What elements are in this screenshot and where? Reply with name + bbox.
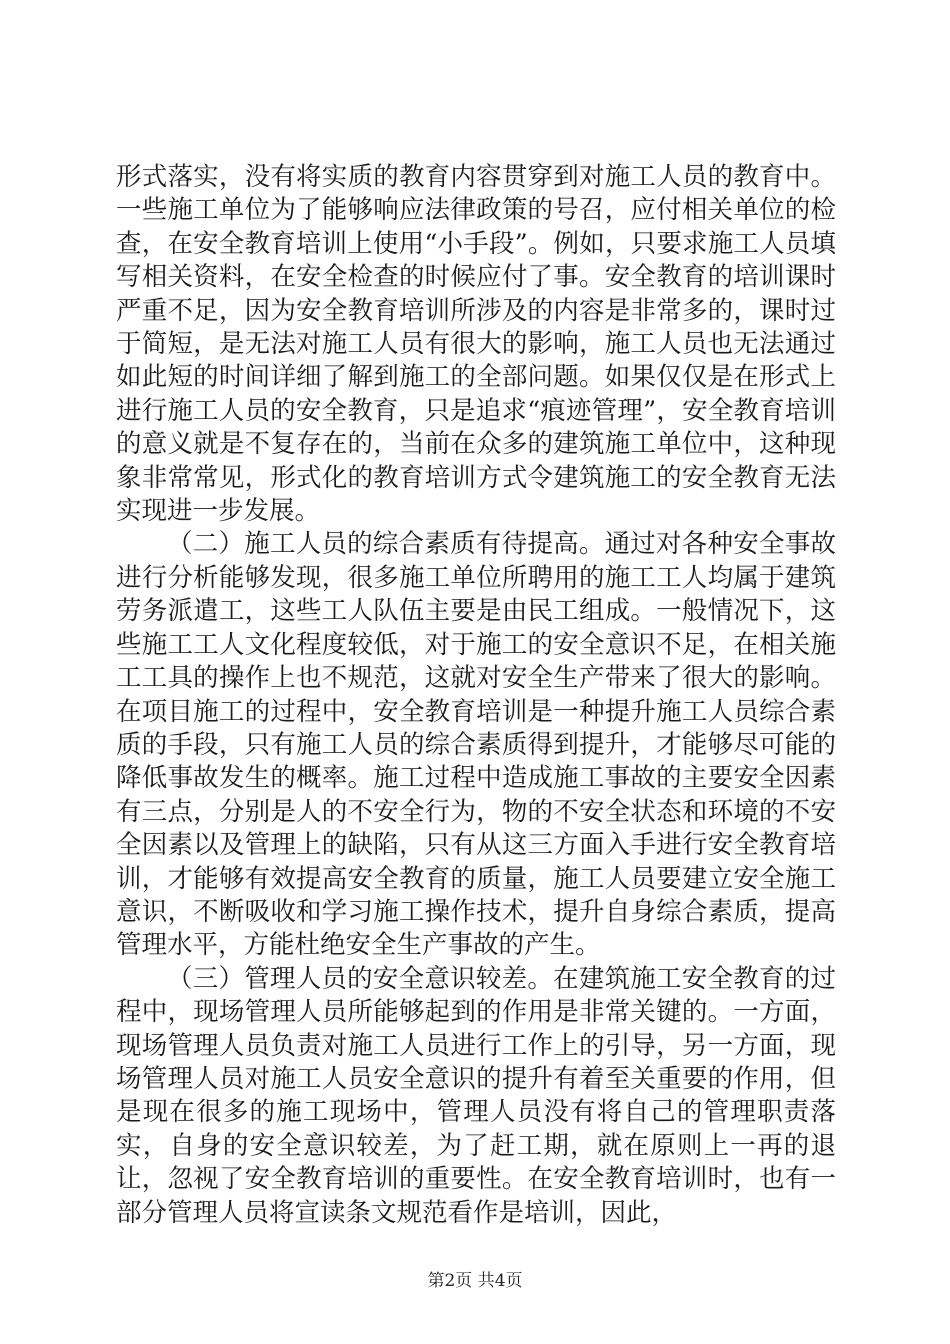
- document-body: [116, 161, 836, 1230]
- paragraph-section-two: （二）施工人员的综合素质有待提高。通过对各种安全事故进行分析能够发现，很多施工单位所聘用的施工工人均属于建筑劳务派遣工，这些工人队伍主要是由民工组成。一般情况下，这些施工工人文化程度较低，对于施工的安全意识不足，在相关施工工具的操作上也不规范，这就对安全生产带来了很大的影响。在项目施工的过程中，安全教育培训是一种提升施工人员综合素质的手段，只有施工人员的综合素质得到提升，才能够尽可能的降低事故发生的概率。施工过程中造成施工事故的主要安全因素有三点，分别是人的不安全行为，物的不安全状态和环境的不安全因素以及管理上的缺陷，只有从这三方面入手进行安全教育培训，才能够有效提高安全教育的质量，施工人员要建立安全施工意识，不断吸收和学习施工操作技术，提升自身综合素质，提高管理水平，方能杜绝安全生产事故的产生。: [116, 529, 836, 961]
- paragraph-continuation: 形式落实，没有将实质的教育内容贯穿到对施工人员的教育中。一些施工单位为了能够响应法律政策的号召，应付相关单位的检查，在安全教育培训上使用“小手段”。例如，只要求施工人员填写相关资料，在安全检查的时候应付了事。安全教育的培训课时严重不足，因为安全教育培训所涉及的内容是非常多的，课时过于简短，是无法对施工人员有很大的影响，施工人员也无法通过如此短的时间详细了解到施工的全部问题。如果仅仅是在形式上进行施工人员的安全教育，只是追求“痕迹管理”，安全教育培训的意义就是不复存在的，当前在众多的建筑施工单位中，这种现象非常常见，形式化的教育培训方式令建筑施工的安全教育无法实现进一步发展。: [116, 162, 836, 527]
- paragraph-section-three: （三）管理人员的安全意识较差。在建筑施工安全教育的过程中，现场管理人员所能够起到的作用是非常关键的。一方面，现场管理人员负责对施工人员进行工作上的引导，另一方面，现场管理人员对施工人员安全意识的提升有着至关重要的作用，但是现在很多的施工现场中，管理人员没有将自己的管理职责落实，自身的安全意识较差，为了赶工期，就在原则上一再的退让，忽视了安全教育培训的重要性。在安全教育培训时，也有一部分管理人员将宣读条文规范看作是培训，因此，: [116, 963, 836, 1228]
- page-footer: 第2页 共4页: [427, 1271, 523, 1291]
